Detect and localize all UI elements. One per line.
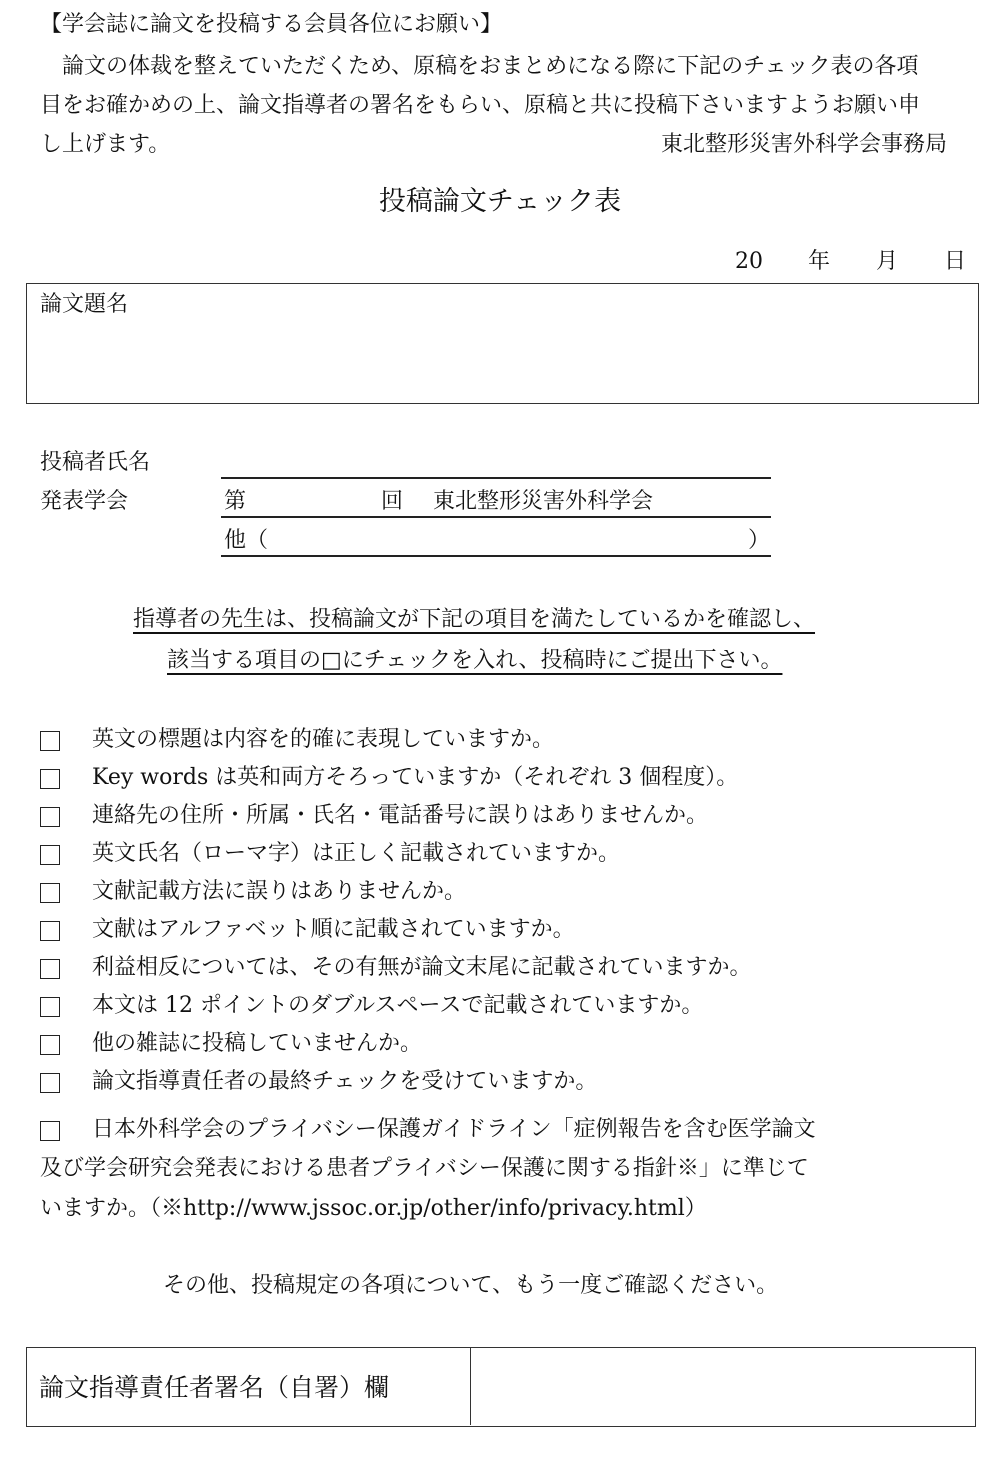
- privacy-line-3: いますか。（※http://www.jssoc.or.jp/other/info/privacy.html）: [40, 1196, 707, 1221]
- signature-divider: [470, 1348, 471, 1425]
- checklist-item-7: 利益相反については、その有無が論文末尾に記載されていますか。: [92, 955, 752, 980]
- checkbox-2[interactable]: [40, 769, 60, 789]
- checkbox-5[interactable]: [40, 883, 60, 903]
- other-close-paren: ）: [748, 528, 771, 553]
- date-day-label: 日: [944, 249, 967, 274]
- intro-line-2: 目をお確かめの上、論文指導者の署名をもらい、原稿と共に投稿下さいますようお願い申: [40, 93, 921, 118]
- society-dai: 第: [224, 489, 247, 514]
- author-name-line[interactable]: [221, 477, 771, 479]
- checklist-item-4: 英文氏名（ローマ字）は正しく記載されていますか。: [92, 841, 621, 866]
- paper-title-box[interactable]: [26, 283, 979, 404]
- checklist-item-8: 本文は 12 ポイントのダブルスペースで記載されていますか。: [92, 993, 704, 1018]
- closing-remark: その他、投稿規定の各項について、もう一度ご確認ください。: [163, 1273, 779, 1298]
- page-title: 投稿論文チェック表: [378, 186, 622, 217]
- privacy-line-2: 及び学会研究会発表における患者プライバシー保護に関する指針※」に準じて: [40, 1156, 809, 1181]
- checkbox-9[interactable]: [40, 1035, 60, 1055]
- checkbox-6[interactable]: [40, 921, 60, 941]
- checklist-item-9: 他の雑誌に投稿していませんか。: [92, 1031, 423, 1056]
- checkbox-11[interactable]: [40, 1121, 60, 1141]
- date-year-prefix: 20: [735, 249, 763, 274]
- society-kai: 回: [381, 489, 404, 514]
- intro-line-1: 論文の体裁を整えていただくため、原稿をおまとめになる際に下記のチェック表の各項: [62, 54, 919, 79]
- society-label: 発表学会: [40, 489, 129, 514]
- office-name: 東北整形災害外科学会事務局: [661, 132, 948, 157]
- checklist-item-2: Key words は英和両方そろっていますか（それぞれ 3 個程度）。: [92, 765, 739, 790]
- checkbox-7[interactable]: [40, 959, 60, 979]
- other-line[interactable]: [221, 555, 771, 557]
- checklist-item-6: 文献はアルファベット順に記載されていますか。: [92, 917, 575, 942]
- notice-heading: 【学会誌に論文を投稿する会員各位にお願い】: [40, 12, 503, 37]
- checkbox-4[interactable]: [40, 845, 60, 865]
- date-month-label: 月: [876, 249, 899, 274]
- checkbox-3[interactable]: [40, 807, 60, 827]
- checklist-item-10: 論文指導責任者の最終チェックを受けていますか。: [92, 1069, 598, 1094]
- society-line[interactable]: [221, 516, 771, 518]
- checklist-item-1: 英文の標題は内容を的確に表現していますか。: [92, 727, 555, 752]
- privacy-line-1: 日本外科学会のプライバシー保護ガイドライン「症例報告を含む医学論文: [92, 1117, 816, 1142]
- notice-line-1: 指導者の先生は、投稿論文が下記の項目を満たしているかを確認し、: [133, 607, 816, 632]
- signature-label: 論文指導責任者署名（自署）欄: [39, 1373, 390, 1402]
- checklist-item-5: 文献記載方法に誤りはありませんか。: [92, 879, 467, 904]
- paper-title-label: 論文題名: [40, 292, 129, 317]
- notice-line-2: 該当する項目の□にチェックを入れ、投稿時にご提出下さい。: [167, 648, 783, 673]
- checkbox-8[interactable]: [40, 997, 60, 1017]
- author-label: 投稿者氏名: [40, 450, 151, 475]
- intro-line-3: し上げます。: [40, 132, 171, 157]
- signature-box: [26, 1347, 976, 1427]
- date-year-label: 年: [808, 249, 831, 274]
- other-label: 他（: [224, 528, 269, 553]
- checkbox-1[interactable]: [40, 731, 60, 751]
- checkbox-10[interactable]: [40, 1073, 60, 1093]
- society-name: 東北整形災害外科学会: [433, 489, 654, 514]
- signature-field[interactable]: [473, 1348, 973, 1425]
- checklist-item-3: 連絡先の住所・所属・氏名・電話番号に誤りはありませんか。: [92, 803, 709, 828]
